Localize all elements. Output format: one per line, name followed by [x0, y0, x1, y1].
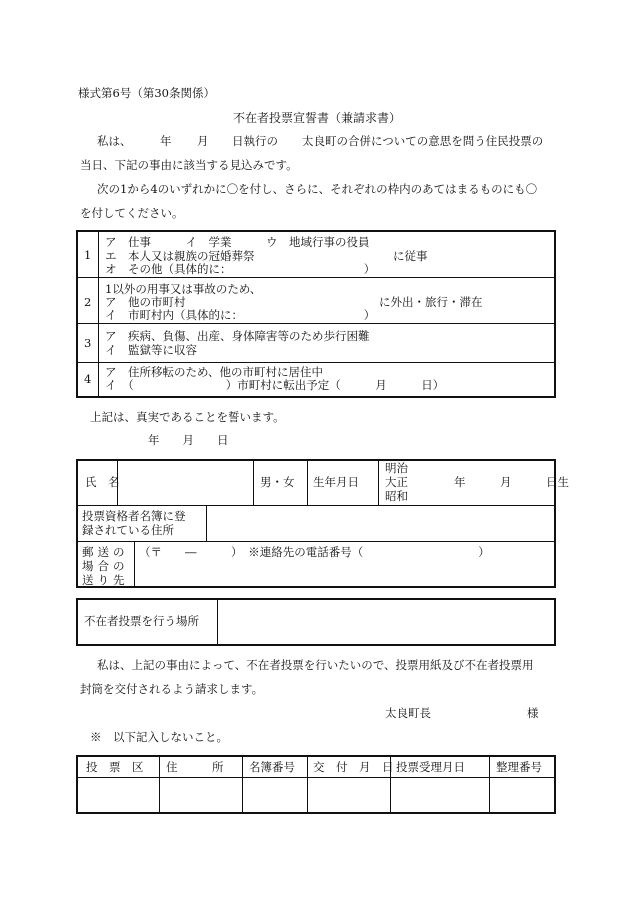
office-col-divider	[159, 756, 160, 813]
office-header: 投 票 区	[86, 760, 144, 774]
reason-line: エ 本人又は親族の冠婚葬祭	[105, 249, 255, 263]
reason-number: 1	[84, 248, 92, 262]
era-option: 大正	[385, 475, 408, 489]
reason-line: イ （ ）市町村に転出予定（ 月 日）	[105, 378, 445, 392]
reasons-row-divider	[77, 277, 555, 278]
reason-suffix: に外出・旅行・滞在	[379, 295, 483, 309]
mail-address-field: （〒 ― ） ※連絡先の電話番号（ ）	[139, 545, 490, 559]
voting-place-divider	[217, 599, 218, 645]
name-label: 氏 名	[85, 475, 120, 489]
intro-text-1b: 太良町の合併についての意思を問う住民投票の	[302, 134, 544, 148]
reason-line: イ 監獄等に収容	[105, 343, 197, 357]
office-col-divider	[307, 756, 308, 813]
applicant-col-divider	[253, 460, 254, 505]
reasons-row-divider	[77, 323, 555, 324]
address-label: 投票資格者名簿に登	[82, 509, 186, 523]
reason-line: 1以外の用事又は事故のため、	[105, 282, 262, 296]
office-header: 投票受理月日	[396, 760, 465, 774]
reason-line: ア 住所移転のため、他の市町村に居住中	[105, 365, 324, 379]
intro-text-4: を付してください。	[80, 206, 184, 220]
document-title: 不在者投票宣誓書（兼請求書）	[233, 111, 402, 125]
birth-label: 生年月日	[313, 475, 359, 489]
applicant-col-divider	[378, 460, 379, 505]
office-col-divider	[489, 756, 490, 813]
honorific: 様	[527, 706, 539, 720]
reason-number: 2	[84, 295, 92, 309]
oath-text: 上記は、真実であることを誓います。	[90, 410, 285, 424]
applicant-col-divider	[206, 505, 207, 541]
mail-label: 郵送の	[82, 545, 129, 559]
reason-line: ア 仕事 イ 学業 ウ 地域行事の役員	[105, 235, 370, 249]
reasons-divider	[98, 231, 99, 397]
era-option: 明治	[385, 461, 408, 475]
office-row-divider	[77, 777, 555, 778]
intro-year: 年	[160, 134, 172, 148]
applicant-col-divider	[307, 460, 308, 505]
era-option: 昭和	[385, 489, 408, 503]
reason-line: オ その他（具体的に： ）	[105, 262, 376, 276]
reason-line: イ 市町村内（具体的に： ）	[105, 308, 376, 322]
reason-suffix: に従事	[393, 249, 428, 263]
office-header: 整理番号	[496, 760, 542, 774]
office-header: 名簿番号	[249, 760, 295, 774]
gender-choice: 男・女	[260, 475, 295, 489]
reason-number: 3	[84, 336, 92, 350]
reason-line: ア 他の市町村	[105, 295, 186, 309]
birth-date-fields: 年 月 日生	[454, 475, 569, 489]
office-header: 住 所	[166, 760, 224, 774]
intro-text-3: 次の1から4のいずれかに〇を付し、さらに、それぞれの枠内のあてはまるものにも〇	[97, 182, 538, 196]
reason-number: 4	[84, 372, 92, 386]
form-number: 様式第6号（第30条関係）	[78, 86, 215, 100]
intro-month: 月	[197, 134, 209, 148]
applicant-row-divider	[77, 541, 555, 542]
intro-day: 日執行の	[232, 134, 278, 148]
oath-date: 年 月 日	[148, 433, 229, 447]
office-col-divider	[242, 756, 243, 813]
mail-label: 場合の	[82, 559, 129, 573]
reason-line: ア 疾病、負傷、出産、身体障害等のため歩行困難	[105, 329, 370, 343]
addressee: 太良町長	[385, 706, 431, 720]
voting-place-label: 不在者投票を行う場所	[84, 614, 199, 628]
intro-text-1a: 私は、	[97, 134, 132, 148]
office-use-note: ※ 以下記入しないこと。	[90, 730, 228, 744]
address-label: 録されている住所	[82, 523, 174, 537]
intro-text-2: 当日、下記の事由に該当する見込みです。	[80, 158, 298, 172]
office-header: 交 付 月 日	[313, 760, 394, 774]
request-text-2: 封筒を交付されるよう請求します。	[80, 682, 264, 696]
applicant-col-divider	[134, 541, 135, 587]
mail-label: 送り先	[82, 573, 129, 587]
applicant-row-divider	[77, 505, 555, 506]
request-text-1: 私は、上記の事由によって、不在者投票を行いたいので、投票用紙及び不在者投票用	[97, 658, 534, 672]
reasons-row-divider	[77, 362, 555, 363]
